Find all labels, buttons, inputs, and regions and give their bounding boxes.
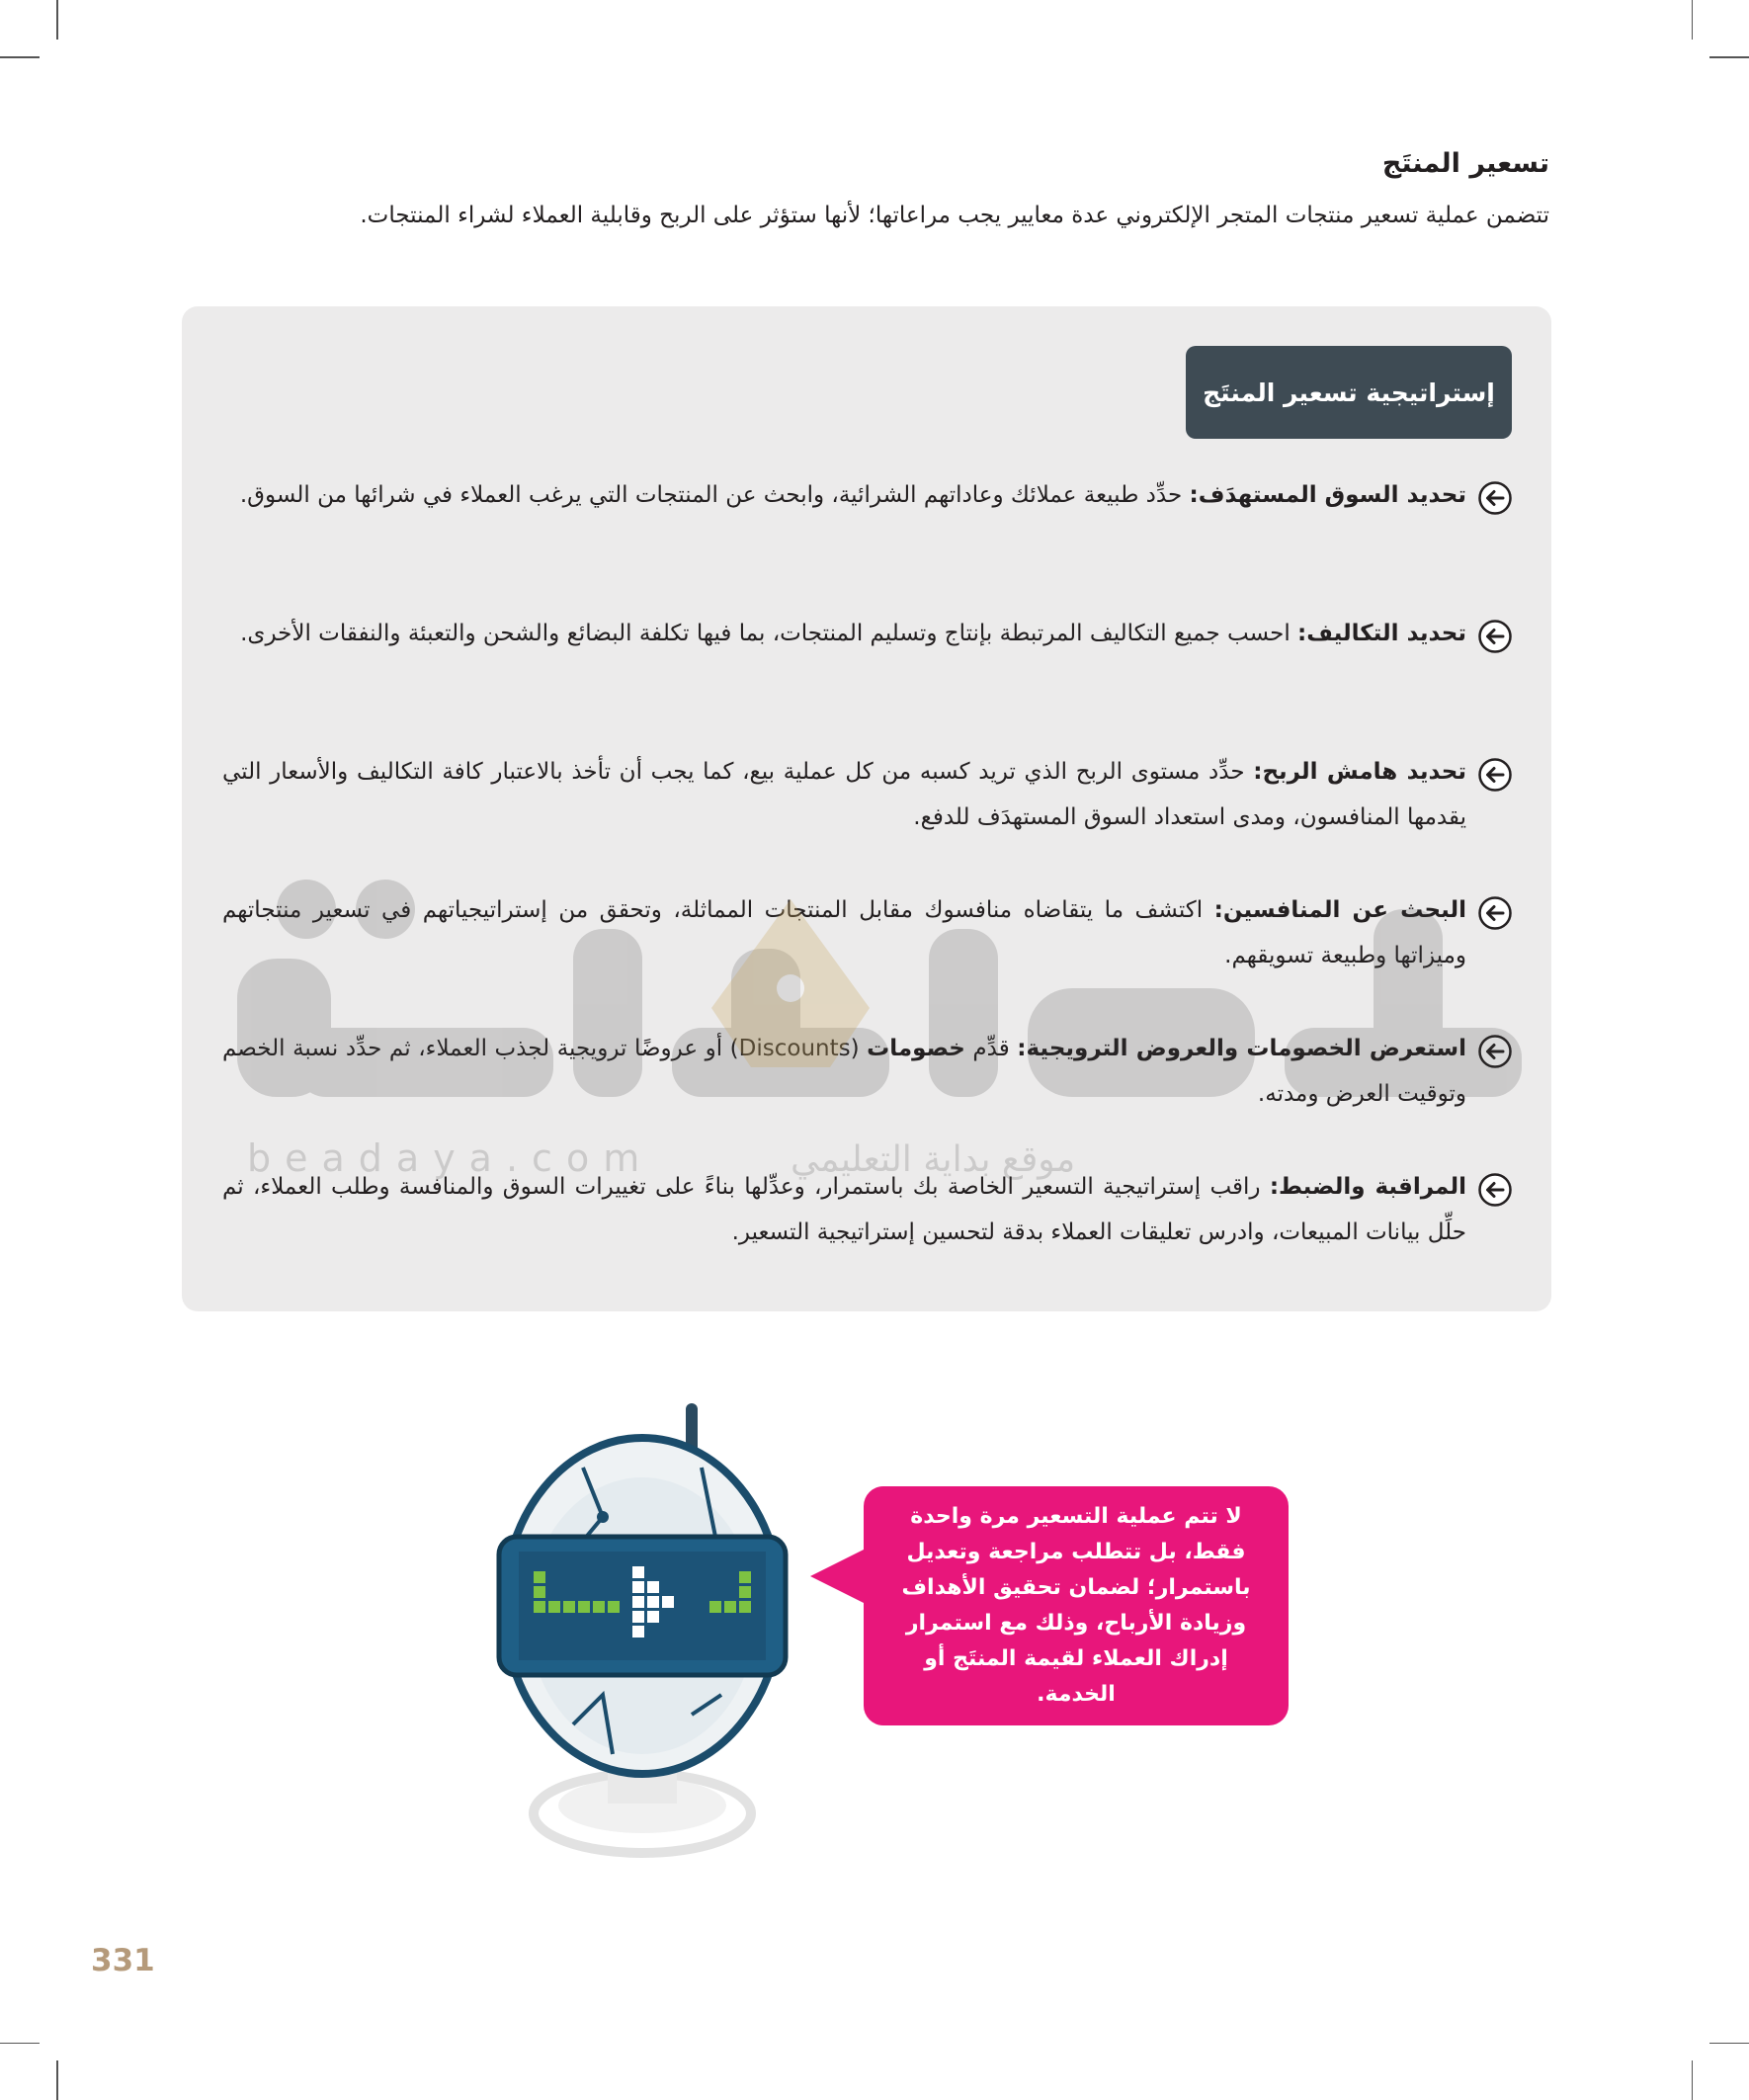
list-item (222, 1164, 1512, 1302)
crop-mark (0, 2043, 40, 2045)
item-text (222, 611, 1466, 656)
section-intro: تتضمن عملية تسعير منتجات المتجر الإلكتروني عدة معايير يجب مراعاتها؛ لأنها ستؤثر على الربح وقابلية العملاء لشراء المنتجات. (360, 203, 1549, 228)
crop-mark (1709, 56, 1749, 58)
item-body: حدِّد مستوى الربح الذي تريد كسبه من كل عملية بيع، كما يجب أن تأخذ بالاعتبار كافة التكاليف والأسعار التي يقدمها المنافسون، ومدى استعداد السوق المستهدَف للدفع. (222, 759, 1466, 830)
item-text (222, 1026, 1466, 1117)
page-number: 331 (91, 1943, 155, 1978)
arrow-left-circle-icon (1478, 1035, 1512, 1068)
item-term: المراقبة والضبط: (1269, 1174, 1466, 1200)
arrow-left-circle-icon (1478, 1173, 1512, 1207)
crop-mark (1692, 2060, 1694, 2100)
robot-mascot-icon (494, 1398, 791, 1873)
item-body-before: قدِّم (964, 1036, 1018, 1061)
list-item (222, 611, 1512, 749)
list-item (222, 472, 1512, 611)
crop-mark (1709, 2043, 1749, 2045)
crop-mark (56, 2060, 58, 2100)
section-title: تسعير المنتَج (1381, 148, 1549, 179)
item-text (222, 749, 1466, 840)
list-item (222, 1026, 1512, 1164)
bubble-line: إدراك العملاء لقيمة المنتَج أو الخدمة. (924, 1646, 1228, 1707)
item-body: راقب إستراتيجية التسعير الخاصة بك باستمرار، وعدِّلها بناءً على تغييرات السوق والمنافسة وطلب العملاء، ثم حلِّل بيانات المبيعات، وادرس تعليقات العملاء بدقة لتحسين إستراتيجية التسعير. (222, 1174, 1466, 1245)
bubble-line: فقط، بل تتطلب مراجعة وتعديل (906, 1540, 1246, 1564)
arrow-left-circle-icon (1478, 620, 1512, 653)
item-body: اكتشف ما يتقاضاه منافسوك مقابل المنتجات المماثلة، وتحقق من إستراتيجياتهم في تسعير منتجاتهم وميزاتها وطبيعة تسويقهم. (222, 897, 1466, 968)
crop-mark (1692, 0, 1694, 40)
item-text (222, 1164, 1466, 1255)
item-term: استعرض الخصومات والعروض الترويجية: (1017, 1036, 1466, 1061)
item-term-inline: خصومات (867, 1036, 965, 1061)
list-item (222, 749, 1512, 887)
item-term: تحديد هامش الربح: (1253, 759, 1466, 785)
bubble-line: لا تتم عملية التسعير مرة واحدة (910, 1504, 1242, 1529)
crop-mark (56, 0, 58, 40)
strategy-panel (182, 306, 1551, 1311)
arrow-left-circle-icon (1478, 758, 1512, 792)
item-term: تحديد التكاليف: (1297, 621, 1466, 646)
bubble-line: وزيادة الأرباح، وذلك مع استمرار (905, 1611, 1247, 1636)
item-term: البحث عن المنافسين: (1213, 897, 1466, 923)
item-term: تحديد السوق المستهدَف: (1189, 482, 1466, 508)
item-body: حدِّد طبيعة عملائك وعاداتهم الشرائية، وابحث عن المنتجات التي يرغب العملاء في شرائها من السوق. (239, 482, 1190, 508)
arrow-left-circle-icon (1478, 896, 1512, 930)
list-item (222, 887, 1512, 1026)
item-body: احسب جميع التكاليف المرتبطة بإنتاج وتسليم المنتجات، بما فيها تكلفة البضائع والشحن والتعبئة والنفقات الأخرى. (240, 621, 1298, 646)
panel-header: إستراتيجية تسعير المنتَج (1186, 346, 1512, 439)
item-text (222, 472, 1466, 518)
item-body: (Discounts) أو عروضًا ترويجية لجذب العملاء، ثم حدِّد نسبة الخصم وتوقيت العرض ومدته. (222, 1036, 1466, 1107)
item-text (222, 887, 1466, 978)
crop-mark (0, 56, 40, 58)
arrow-left-circle-icon (1478, 481, 1512, 515)
speech-bubble (864, 1486, 1289, 1725)
strategy-list (222, 472, 1512, 1302)
bubble-line: باستمرار؛ لضمان تحقيق الأهداف (901, 1575, 1251, 1600)
